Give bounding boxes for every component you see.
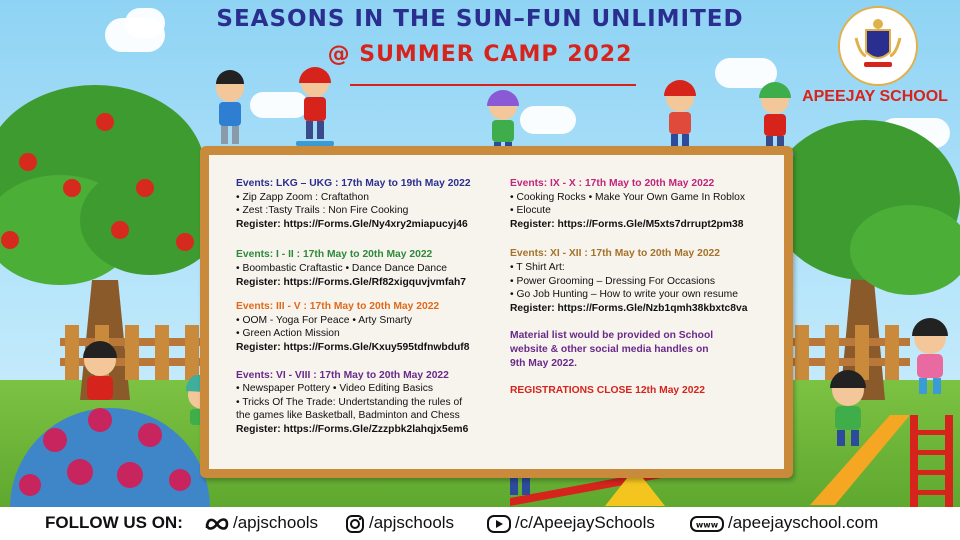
social-footer	[0, 507, 960, 540]
meta-handle: /apjschools	[233, 513, 319, 532]
register-link[interactable]: Register: https://Forms.Gle/Rf82xigquvjvmfah7	[236, 276, 467, 288]
crest-icon	[840, 8, 916, 84]
website-link[interactable]	[690, 513, 878, 534]
register-link[interactable]: Register: https://Forms.Gle/M5xts7drrupt2pm38	[510, 218, 744, 230]
instagram-handle: /apjschools	[369, 513, 455, 532]
school-logo	[838, 6, 918, 86]
event-header-xi-xii: Events: XI - XII : 17th May to 20th May 2022	[510, 248, 721, 260]
youtube-icon	[487, 514, 511, 534]
register-link[interactable]: Register: https://Forms.Gle/Nzb1qmh38kbxtc8va	[510, 302, 748, 314]
youtube-link[interactable]	[487, 513, 655, 534]
title-underline	[350, 84, 636, 86]
register-link[interactable]: Register: https://Forms.Gle/Zzzpbk2lahqjx5em6	[236, 423, 469, 435]
event-header-vi-viii: Events: VI - VIII : 17th May to 20th May 2022	[236, 369, 449, 381]
meta-link[interactable]	[205, 513, 318, 533]
event-item: • Zest :Tasty Trails : Non Fire Cooking	[236, 205, 409, 217]
kid-skateboarding-1	[205, 70, 255, 155]
event-item: the games like Basketball, Badminton and Chess	[236, 410, 460, 422]
poster-title: SEASONS IN THE SUN–FUN UNLIMITED	[216, 6, 744, 32]
notice-board	[200, 146, 793, 478]
event-item: • Power Grooming – Dressing For Occasions	[510, 275, 716, 287]
kid-skateboarding-2	[290, 65, 340, 150]
event-item: • Newspaper Pottery • Video Editing Basics	[236, 383, 434, 395]
event-item: • Elocute	[510, 205, 551, 217]
youtube-handle: /c/ApeejaySchools	[515, 513, 655, 532]
meta-icon	[205, 516, 229, 532]
cloud	[520, 106, 576, 134]
web-icon-text: www	[695, 520, 719, 530]
event-header-i-ii: Events: I - II : 17th May to 20th May 2022	[236, 249, 433, 261]
material-note-line: website & other social media handles on	[510, 343, 709, 355]
instagram-icon	[345, 514, 365, 534]
register-link[interactable]: Register: https://Forms.Gle/Kxuy595tdfnwbduf8	[236, 341, 470, 353]
event-item: • Boombastic Craftastic • Dance Dance Dance	[236, 262, 447, 274]
instagram-link[interactable]	[345, 513, 454, 534]
school-name: APEEJAY SCHOOL	[802, 88, 948, 105]
event-item: • Cooking Rocks • Make Your Own Game In Roblox	[510, 191, 745, 203]
events-column-right	[510, 177, 775, 398]
event-header-lkg-ukg: Events: LKG – UKG : 17th May to 19th May 2022	[236, 178, 471, 189]
event-item: • Tricks Of The Trade: Undertstanding the rules of	[236, 396, 463, 408]
event-item: • Green Action Mission	[236, 328, 340, 340]
board-panel	[209, 155, 784, 469]
event-item: • Zip Zapp Zoom : Craftathon	[236, 191, 369, 203]
kid-waving-left	[75, 340, 125, 400]
event-header-iii-v: Events: III - V : 17th May to 20th May 2022	[236, 301, 440, 313]
event-item: • OOM - Yoga For Peace • Arty Smarty	[236, 314, 413, 326]
website-url: /apeejayschool.com	[728, 513, 879, 532]
event-item: • Go Job Hunting – How to write your own resume	[510, 289, 738, 301]
registration-deadline: REGISTRATIONS CLOSE 12th May 2022	[510, 385, 705, 397]
web-icon	[690, 514, 724, 534]
material-note-line: Material list would be provided on School	[510, 330, 714, 342]
events-column-left	[236, 177, 506, 437]
kid-waving-right	[902, 318, 957, 398]
poster-subtitle: @ SUMMER CAMP 2022	[327, 42, 633, 67]
follow-us-label: FOLLOW US ON:	[45, 513, 183, 532]
event-header-ix-x: Events: IX - X : 17th May to 20th May 2022	[510, 178, 715, 189]
register-link[interactable]: Register: https://Forms.Gle/Ny4xry2miapucyj46	[236, 218, 468, 230]
kid-on-slide	[820, 370, 875, 450]
event-item: • T Shirt Art:	[510, 261, 565, 273]
material-note-line: 9th May 2022.	[510, 357, 577, 369]
